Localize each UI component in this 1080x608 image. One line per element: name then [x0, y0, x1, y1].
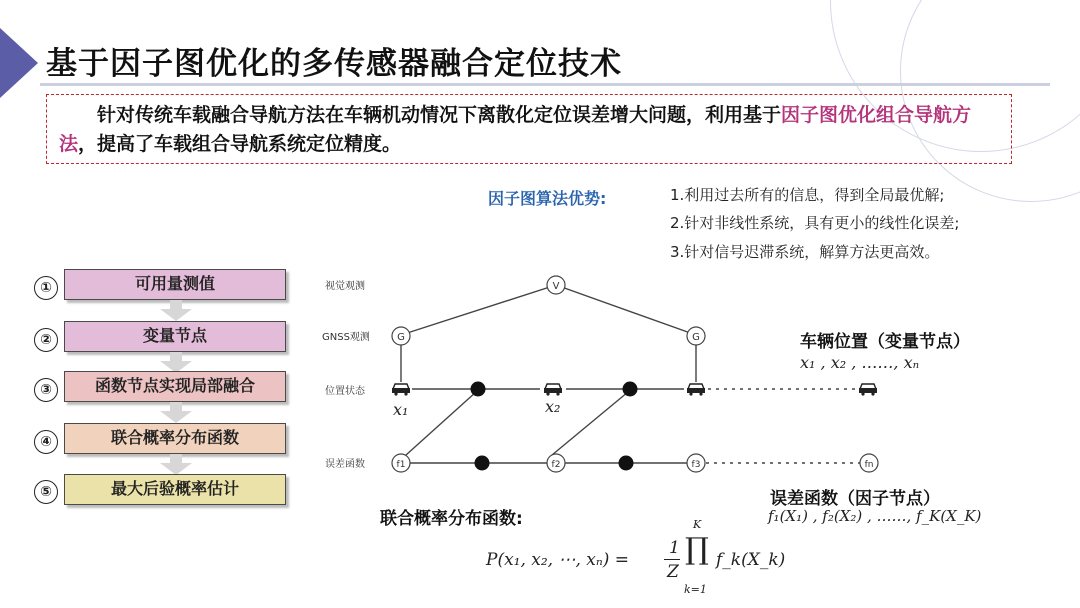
gnss-node-label: G	[397, 332, 405, 343]
intro-text-after: ，提高了车载组合导航系统定位精度。	[78, 133, 402, 155]
car-icon	[544, 384, 562, 396]
factor-dot	[623, 382, 638, 397]
formula-term: f_k(X_k)	[716, 550, 786, 570]
vehicle-position-title: 车辆位置（变量节点）	[800, 332, 970, 352]
step-box: 函数节点实现局部融合	[64, 371, 286, 402]
row-label-gnss: GNSS观测	[322, 332, 370, 343]
error-function-title: 误差函数（因子节点）	[770, 489, 940, 509]
factor-dot	[471, 382, 486, 397]
row-label-vision: 视觉观测	[325, 281, 365, 292]
product-symbol: ∏	[685, 532, 709, 567]
step-number: ⑤	[34, 480, 58, 504]
product-upper: K	[693, 518, 702, 531]
advantages-label: 因子图算法优势:	[488, 189, 607, 208]
edge	[552, 392, 628, 455]
factor-dot	[619, 456, 634, 471]
gnss-node-label: G	[692, 332, 700, 343]
car-icon	[859, 384, 877, 396]
step-number: ①	[34, 276, 58, 300]
row-label-position: 位置状态	[325, 386, 365, 397]
factor-node-label: fn	[864, 460, 874, 470]
step-box: 联合概率分布函数	[64, 423, 286, 454]
formula-lhs: P(x₁, x₂, ⋯, xₙ) =	[486, 550, 630, 570]
fraction-bar	[664, 559, 680, 560]
factor-node-label: f2	[551, 460, 561, 470]
step-box: 变量节点	[64, 321, 286, 352]
step-number: ④	[34, 430, 58, 454]
x1-label: x₁	[393, 400, 409, 419]
car-icon	[687, 384, 705, 396]
edge	[401, 285, 556, 335]
intro-highlight: 因子图优化组合导航方法	[59, 104, 972, 155]
row-label-error: 误差函数	[325, 459, 365, 470]
formula-numerator: 1	[669, 538, 680, 558]
vision-node-label: V	[552, 281, 560, 292]
step-number: ②	[34, 328, 58, 352]
step-box: 可用量测值	[64, 269, 286, 300]
product-lower: k=1	[684, 583, 707, 596]
factor-dot	[475, 456, 490, 471]
car-icon	[392, 384, 410, 396]
factor-node-label: f3	[691, 460, 701, 470]
joint-title: 联合概率分布函数:	[380, 509, 523, 529]
edge	[556, 285, 696, 335]
error-function-vars: f₁(X₁) , f₂(X₂) , ……, f_K(X_K)	[768, 507, 982, 525]
x2-label: x₂	[545, 397, 561, 416]
vehicle-position-vars: x₁ , x₂ , ……, xₙ	[800, 353, 920, 372]
step-box: 最大后验概率估计	[64, 474, 286, 505]
advantage-item: 2.针对非线性系统，具有更小的线性化误差;	[670, 214, 960, 232]
advantage-item: 3.针对信号迟滞系统，解算方法更高效。	[670, 243, 940, 261]
factor-node-label: f1	[396, 460, 406, 470]
edge	[406, 392, 476, 455]
step-number: ③	[34, 378, 58, 402]
intro-text-before: 针对传统车载融合导航方法在车辆机动情况下离散化定位误差增大问题，利用基于	[97, 104, 782, 126]
formula-denominator: Z	[667, 562, 679, 582]
page-title: 基于因子图优化的多传感器融合定位技术	[46, 46, 622, 82]
advantage-item: 1.利用过去所有的信息，得到全局最优解;	[670, 186, 945, 204]
